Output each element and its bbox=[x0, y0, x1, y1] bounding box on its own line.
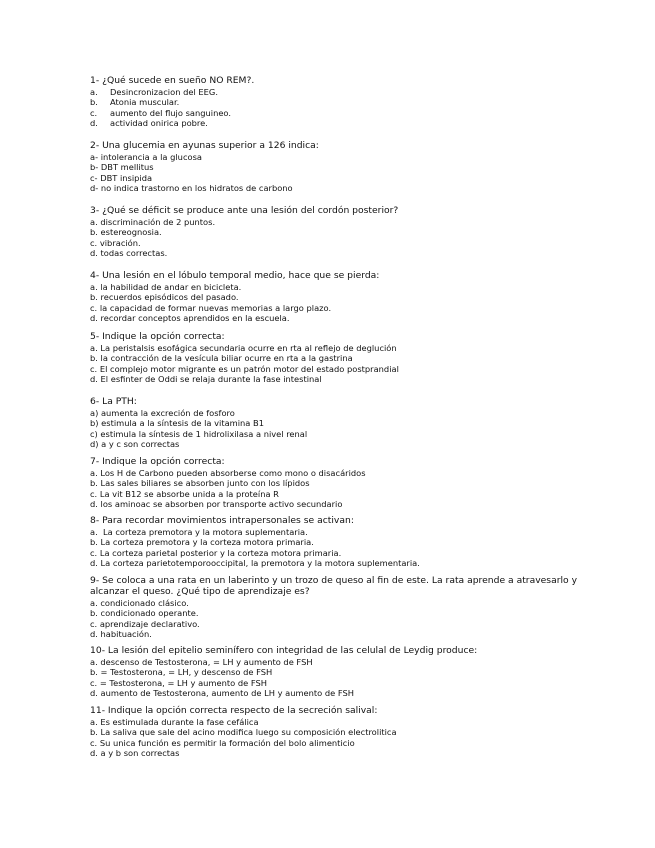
option-d: d. los aminoac se absorben por transporte activo secundario bbox=[90, 498, 343, 509]
option-d: d. La corteza parietotemporooccipital, la premotora y la motora suplementaria. bbox=[90, 557, 420, 568]
option-d: d. El esfinter de Oddi se relaja durante la fase intestinal bbox=[90, 373, 322, 384]
option-d: d. todas correctas. bbox=[90, 247, 168, 258]
question-stem: 5- Indique la opción correcta: bbox=[90, 331, 225, 342]
option-b: b. recuerdos episódicos del pasado. bbox=[90, 292, 239, 303]
question-3 bbox=[90, 205, 610, 258]
question-4 bbox=[90, 270, 610, 323]
option-a: a. La corteza premotora y la motora suplementaria. bbox=[90, 527, 308, 537]
question-6 bbox=[90, 396, 610, 449]
option-c: c. El complejo motor migrante es un patrón motor del estado postprandial bbox=[90, 363, 399, 374]
option-letter: a. bbox=[90, 87, 98, 97]
option-text: aumento del flujo sanguineo. bbox=[110, 107, 231, 118]
option-d bbox=[90, 118, 610, 128]
option-letter: c. bbox=[90, 107, 98, 118]
question-2 bbox=[90, 140, 610, 193]
question-stem: 7- Indique la opción correcta: bbox=[90, 456, 225, 467]
option-c: c. aprendizaje declarativo. bbox=[90, 618, 200, 629]
option-a: a. condicionado clásico. bbox=[90, 598, 189, 608]
option-a: a. la habilidad de andar en bicicleta. bbox=[90, 282, 242, 292]
question-stem: 9- Se coloca a una rata en un laberinto y un trozo de queso al fin de este. La rata aprende a atravesarlo y alcanzar el queso. ¿Qué tipo de aprendizaje es? bbox=[90, 575, 580, 597]
option-b bbox=[90, 97, 610, 107]
option-a: a. discriminación de 2 puntos. bbox=[90, 217, 216, 227]
option-b: b. condicionado operante. bbox=[90, 608, 199, 619]
question-9 bbox=[90, 575, 610, 639]
option-a: a- intolerancia a la glucosa bbox=[90, 152, 202, 162]
option-c: c. La corteza parietal posterior y la corteza motora primaria. bbox=[90, 547, 342, 558]
option-d: d. habituación. bbox=[90, 628, 152, 639]
option-c: c- DBT insipida bbox=[90, 172, 153, 183]
question-stem: 2- Una glucemia en ayunas superior a 126 indica: bbox=[90, 140, 319, 151]
option-c: c. la capacidad de formar nuevas memorias a largo plazo. bbox=[90, 302, 332, 313]
question-10 bbox=[90, 645, 610, 698]
question-stem: 11- Indique la opción correcta respecto de la secreción salival: bbox=[90, 705, 378, 716]
option-text: actividad onirica pobre. bbox=[110, 117, 208, 128]
option-d: d) a y c son correctas bbox=[90, 438, 180, 449]
option-b: b. Las sales biliares se absorben junto con los lípidos bbox=[90, 478, 310, 489]
option-b: b. La saliva que sale del acino modifica luego su composición electrolitica bbox=[90, 727, 397, 738]
option-d: d. recordar conceptos aprendidos en la escuela. bbox=[90, 312, 290, 323]
option-b: b. la contracción de la vesícula biliar ocurre en rta a la gastrina bbox=[90, 353, 353, 364]
option-letter: d. bbox=[90, 117, 98, 128]
option-c: c. Su unica función es permitir la formación del bolo alimenticio bbox=[90, 737, 355, 748]
option-c: c. vibración. bbox=[90, 237, 141, 248]
question-1 bbox=[90, 75, 610, 128]
question-11 bbox=[90, 705, 610, 758]
option-a bbox=[90, 87, 610, 97]
option-a: a. Es estimulada durante la fase cefálica bbox=[90, 717, 259, 727]
question-stem: 10- La lesión del epitelio seminífero con integridad de las celulal de Leydig produce: bbox=[90, 645, 478, 656]
question-stem: 4- Una lesión en el lóbulo temporal medio, hace que se pierda: bbox=[90, 270, 380, 281]
question-stem: 1- ¿Qué sucede en sueño NO REM?. bbox=[90, 75, 255, 86]
option-a: a. La peristalsis esofágica secundaria ocurre en rta al reflejo de deglución bbox=[90, 343, 397, 353]
question-stem: 3- ¿Qué se déficit se produce ante una lesión del cordón posterior? bbox=[90, 205, 399, 216]
option-c: c) estimula la síntesis de 1 hidrolixilasa a nivel renal bbox=[90, 428, 308, 439]
option-b: b. estereognosia. bbox=[90, 227, 162, 238]
question-8 bbox=[90, 515, 610, 568]
question-stem: 6- La PTH: bbox=[90, 396, 137, 407]
option-d: d. a y b son correctas bbox=[90, 747, 180, 758]
option-a: a. Los H de Carbono pueden absorberse como mono o disacáridos bbox=[90, 468, 366, 478]
option-b: b- DBT mellitus bbox=[90, 162, 154, 173]
option-text: Desincronizacion del EEG. bbox=[110, 87, 218, 97]
option-a: a. descenso de Testosterona, = LH y aumento de FSH bbox=[90, 657, 313, 667]
option-c bbox=[90, 108, 610, 118]
question-5 bbox=[90, 331, 610, 384]
question-7 bbox=[90, 456, 610, 509]
option-d: d. aumento de Testosterona, aumento de LH y aumento de FSH bbox=[90, 687, 355, 698]
option-b: b) estimula a la síntesis de la vitamina B1 bbox=[90, 418, 264, 429]
option-text: Atonia muscular. bbox=[110, 97, 180, 108]
option-c: c. = Testosterona, = LH y aumento de FSH bbox=[90, 677, 267, 688]
option-d: d- no indica trastorno en los hidratos de carbono bbox=[90, 182, 293, 193]
option-b: b. La corteza premotora y la corteza motora primaria. bbox=[90, 537, 314, 548]
option-b: b. = Testosterona, = LH, y descenso de FSH bbox=[90, 667, 273, 678]
option-a: a) aumenta la excreción de fosforo bbox=[90, 408, 235, 418]
question-stem: 8- Para recordar movimientos intrapersonales se activan: bbox=[90, 515, 354, 526]
option-letter: b. bbox=[90, 97, 98, 108]
option-c: c. La vit B12 se absorbe unida a la proteína R bbox=[90, 488, 279, 499]
